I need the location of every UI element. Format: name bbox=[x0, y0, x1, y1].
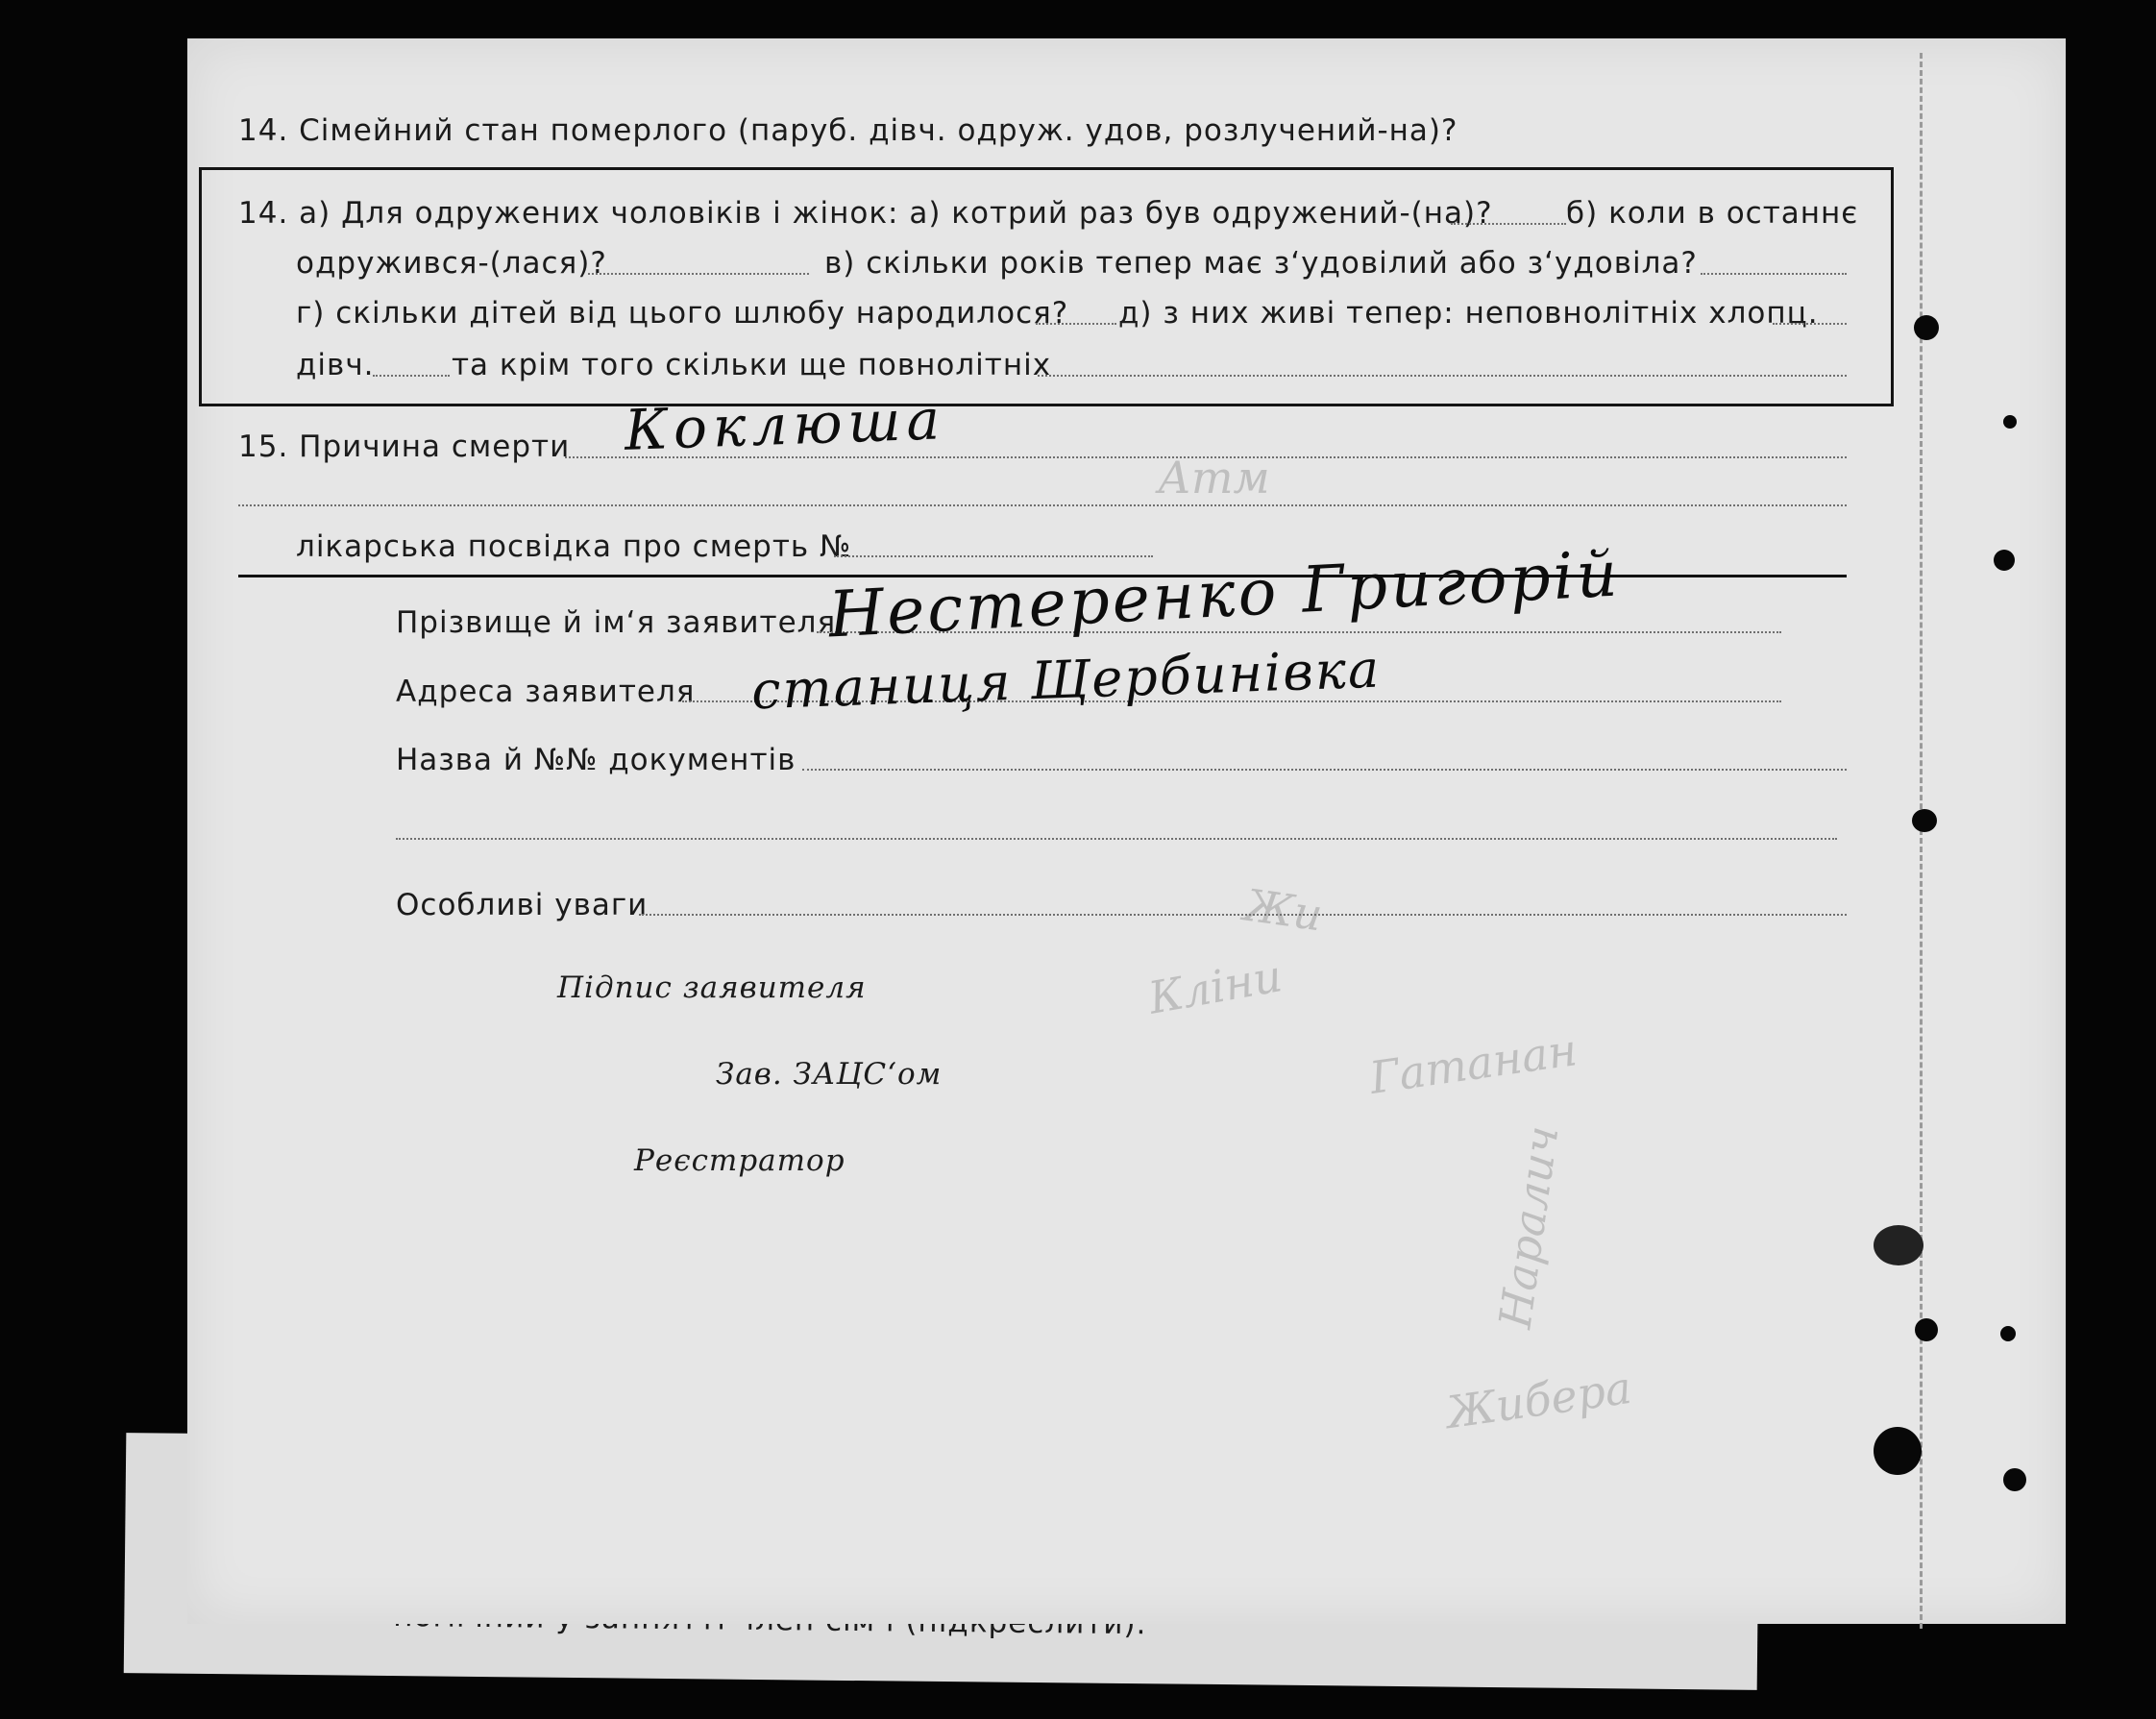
applicant-address-handwriting: станиця Щербинівка bbox=[750, 638, 1383, 722]
medical-certificate-field[interactable] bbox=[834, 555, 1153, 557]
q15-cause-field-line2[interactable] bbox=[238, 504, 1847, 506]
q14a-line3-label: г) скільки дітей від цього шлюбу народилося? bbox=[296, 296, 1069, 331]
q14a-widowed-years-label: в) скільки років тепер має з‘удовілий або з‘удовіла? bbox=[824, 246, 1698, 281]
q14a-adults-field[interactable] bbox=[1038, 375, 1847, 377]
q14a-adults-label: та крім того скільки ще повнолітніх bbox=[452, 348, 1052, 382]
perforation-line bbox=[1920, 53, 1923, 1629]
binding-hole bbox=[1912, 809, 1937, 832]
zags-head-label: Зав. ЗАЦС‘ом bbox=[716, 1057, 943, 1092]
medical-certificate-label: лікарська посвідка про смерть № bbox=[296, 529, 852, 564]
binding-hole bbox=[2003, 415, 2017, 429]
documents-field-line2[interactable] bbox=[396, 838, 1837, 840]
q14a-marriage-count-field[interactable] bbox=[1451, 223, 1566, 225]
binding-hole bbox=[1874, 1427, 1922, 1475]
cause-handwriting: Коклюша bbox=[623, 386, 947, 463]
bleed-through-1: Атм bbox=[1158, 452, 1270, 503]
bleed-through-5: Наралич bbox=[1488, 1122, 1569, 1332]
q14a-last-married-field[interactable] bbox=[588, 273, 809, 275]
q14a-minor-boys-field[interactable] bbox=[1773, 323, 1847, 325]
q14a-last-married-label: б) коли в останнє bbox=[1566, 196, 1859, 231]
bleed-through-2: Жи bbox=[1240, 878, 1326, 942]
q14a-minor-girls-field[interactable] bbox=[373, 375, 450, 377]
applicant-address-label: Адреса заявителя bbox=[396, 675, 696, 709]
applicant-name-handwriting: Нестеренко Григорій bbox=[826, 536, 1622, 652]
q14a-children-born-field[interactable] bbox=[1036, 323, 1116, 325]
q14a-line1-label: 14. а) Для одружених чоловіків і жінок: а) котрий раз був одружений-(на)? bbox=[238, 196, 1493, 231]
applicant-signature-label: Підпис заявителя bbox=[557, 970, 867, 1005]
binding-hole bbox=[2000, 1326, 2016, 1341]
binding-hole bbox=[1994, 550, 2015, 571]
bleed-through-6: Жибера bbox=[1443, 1361, 1635, 1439]
torn-hole bbox=[1874, 1225, 1923, 1265]
bleed-through-4: Гатанан bbox=[1366, 1023, 1580, 1104]
binding-hole bbox=[1915, 1318, 1938, 1341]
applicant-name-label: Прізвище й ім‘я заявителя bbox=[396, 605, 837, 640]
special-notes-label: Особливі уваги bbox=[396, 888, 649, 922]
q15-cause-label: 15. Причина смерти bbox=[238, 430, 571, 464]
special-notes-field[interactable] bbox=[639, 914, 1847, 916]
q14a-line4-label: дівч. bbox=[296, 348, 375, 382]
registrar-label: Реєстратор bbox=[634, 1143, 845, 1178]
documents-label: Назва й №№ документів bbox=[396, 743, 796, 777]
q14-marital-status: 14. Сімейний стан померлого (паруб. дівч. одруж. удов, розлучений-на)? bbox=[238, 113, 1458, 148]
documents-field[interactable] bbox=[802, 769, 1847, 771]
q14a-children-alive-label: д) з них живі тепер: неповнолітніх хлопц. bbox=[1118, 296, 1819, 331]
binding-hole bbox=[2003, 1468, 2026, 1491]
q14a-line2-label: одружився-(лася)? bbox=[296, 246, 607, 281]
binding-hole bbox=[1914, 315, 1939, 340]
q14a-widowed-years-field[interactable] bbox=[1701, 273, 1847, 275]
bleed-through-3: Кліни bbox=[1144, 949, 1286, 1024]
